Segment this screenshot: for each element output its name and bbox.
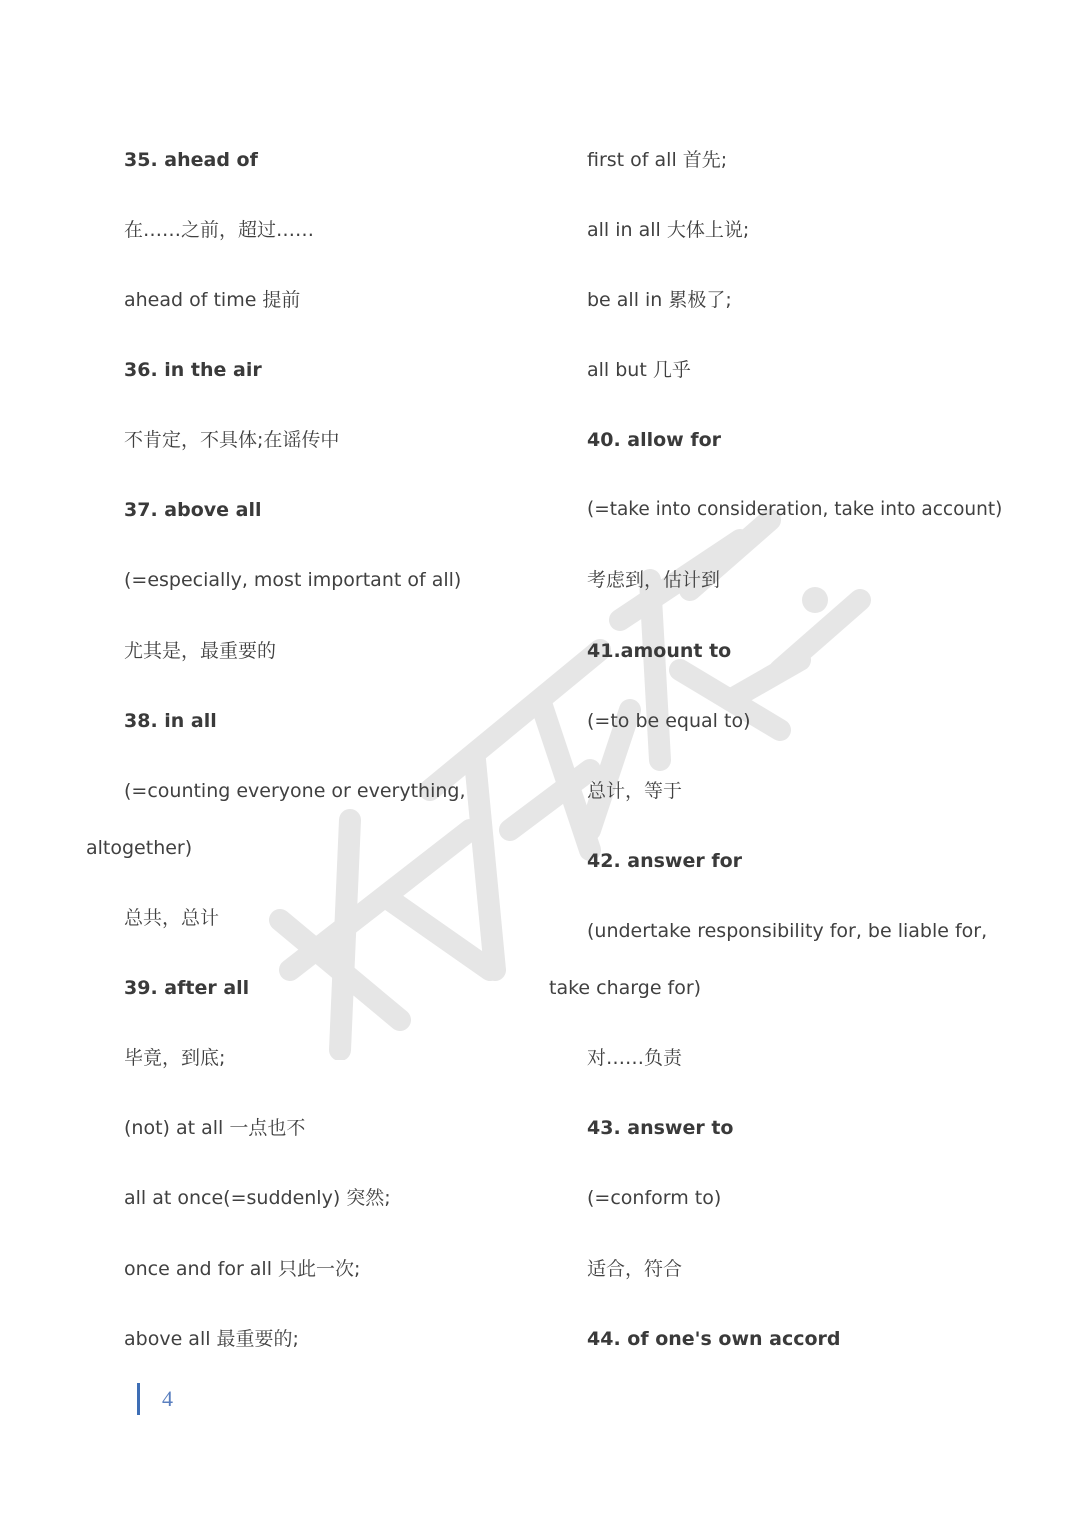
- entry-line: above all 最重要的;: [124, 1328, 299, 1350]
- entry-line: take charge for): [549, 977, 702, 999]
- entry-line: (undertake responsibility for, be liable for,: [587, 920, 988, 942]
- entry-line: all but 几乎: [587, 359, 691, 381]
- entry-line: (=conform to): [587, 1187, 722, 1209]
- entry-line: (not) at all 一点也不: [124, 1117, 306, 1139]
- entry-heading: 44. of one's own accord: [587, 1328, 841, 1350]
- entry-line: 总共，总计: [124, 907, 220, 929]
- entry-heading: 39. after all: [124, 977, 250, 999]
- entry-line: once and for all 只此一次;: [124, 1258, 361, 1280]
- footer-accent-bar: [137, 1383, 140, 1415]
- entry-line: ahead of time 提前: [124, 289, 301, 311]
- entry-line: altogether): [86, 837, 193, 859]
- entry-line: be all in 累极了;: [587, 289, 732, 311]
- entry-line: 适合，符合: [587, 1258, 683, 1280]
- entry-line: 尤其是，最重要的: [124, 640, 277, 662]
- page-number: 4: [162, 1386, 173, 1411]
- entry-line: (=to be equal to): [587, 710, 751, 732]
- entry-heading: 42. answer for: [587, 850, 743, 872]
- entry-line: (=take into consideration, take into account): [587, 499, 1003, 520]
- entry-line: 在……之前，超过……: [124, 219, 315, 241]
- entry-heading: 36. in the air: [124, 359, 262, 381]
- entry-heading: 38. in all: [124, 710, 217, 732]
- entry-heading: 35. ahead of: [124, 149, 258, 171]
- entry-line: 考虑到，估计到: [587, 569, 721, 591]
- entry-heading: 40. allow for: [587, 429, 722, 451]
- entry-line: all at once(=suddenly) 突然;: [124, 1187, 391, 1209]
- entry-heading: 37. above all: [124, 499, 262, 521]
- entry-line: (=especially, most important of all): [124, 569, 462, 591]
- entry-line: 毕竟，到底;: [124, 1047, 226, 1069]
- entry-line: 不肯定，不具体;在谣传中: [124, 429, 340, 451]
- entry-line: first of all 首先;: [587, 149, 728, 171]
- entry-heading: 43. answer to: [587, 1117, 734, 1139]
- entry-line: 总计，等于: [587, 780, 683, 802]
- entry-heading: 41.amount to: [587, 640, 732, 662]
- entry-line: (=counting everyone or everything,: [124, 780, 466, 802]
- entry-line: 对……负责: [587, 1047, 683, 1069]
- entry-line: all in all 大体上说;: [587, 219, 750, 241]
